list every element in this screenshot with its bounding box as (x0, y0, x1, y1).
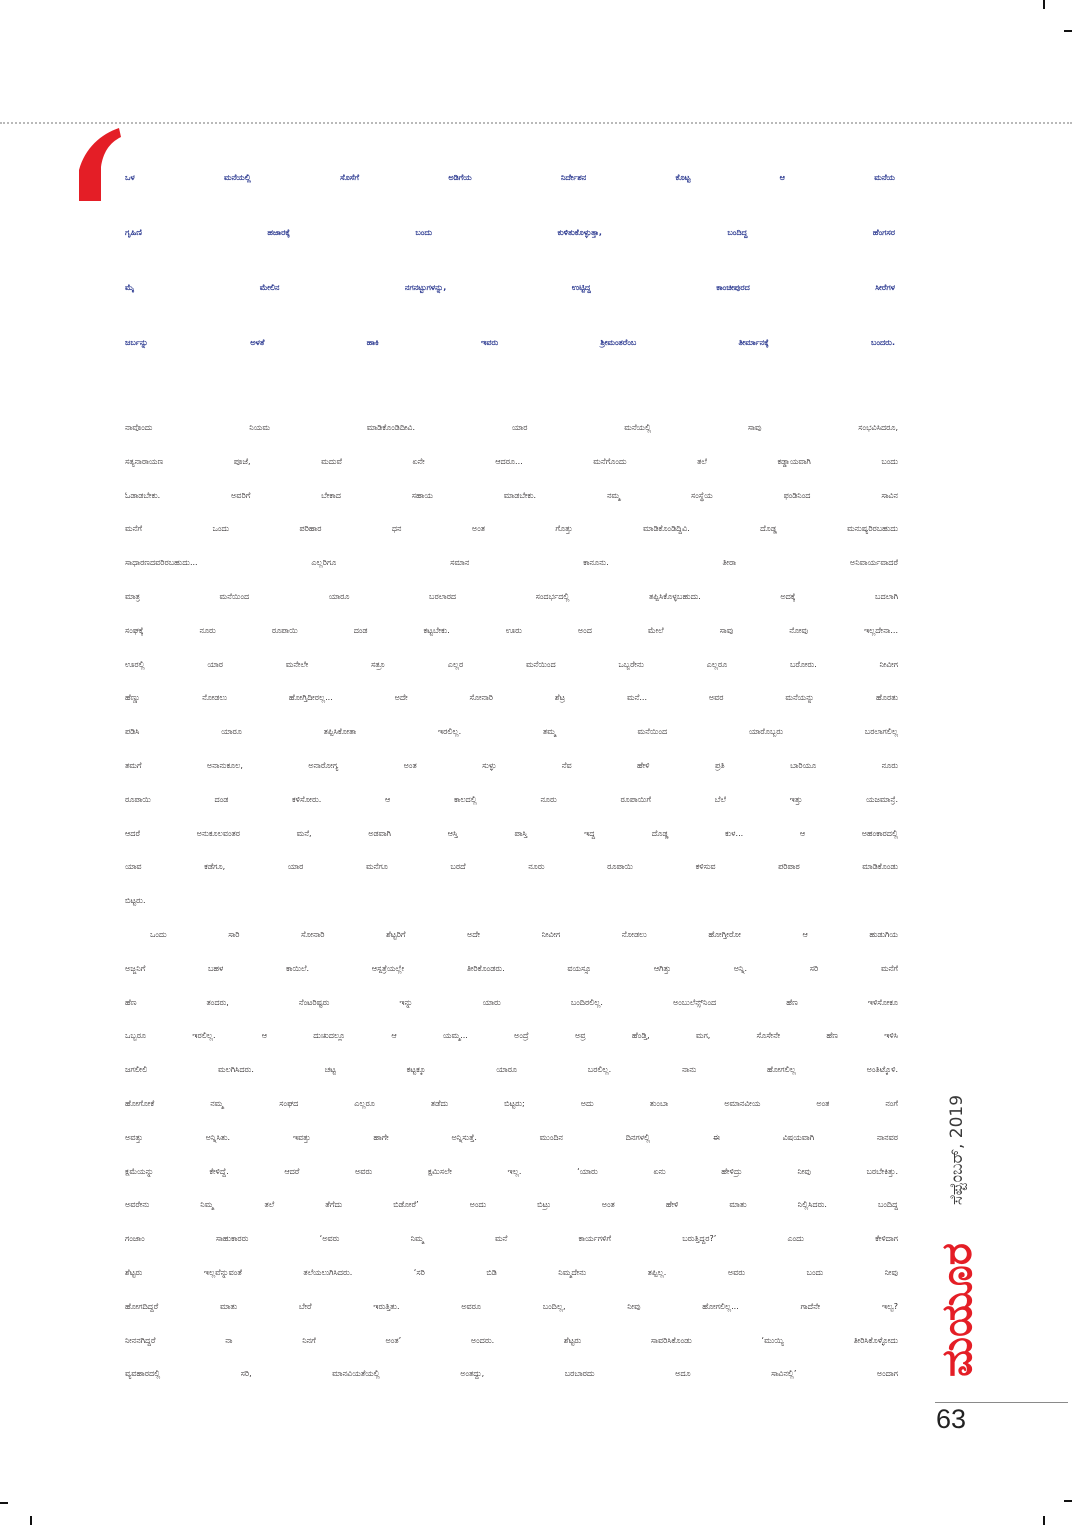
crop-mark (1043, 0, 1045, 9)
body-line: ಬಿಟ್ಟರು. (125, 896, 146, 906)
crop-mark (1043, 1516, 1045, 1525)
body-line: ಹೆಣ ತಂದರು, ನೆಂಟರಿಷ್ಟರು ಇನ್ನು ಯಾರು ಬಂದಿರಲಿಲ್ಲ. ಅಂಬುಲೆನ್ಸ್‌ನಿಂದ ಹೆಣ ಇಳಿಸೋಕೂ (125, 997, 898, 1007)
quote-mark-icon (76, 126, 122, 204)
body-line: ಕ್ಷಮೆಯನ್ನು ಕೇಳಿದ್ದೆ. ಆದರೆ ಅವರು ಕ್ಷಮಿಸಲೇ ಇಲ್ಲ. ‘ಯಾರು ಏನು ಹೇಳಿದ್ರು ನೀವು ಬರಬೇಕಿತ್ತು. (125, 1166, 898, 1176)
body-line: ಆದರೆ ಅನುಕೂಲವಂತರ ಮನೆ, ಅಡವಾಗಿ ಆಸ್ತಿ ಪಾಸ್ತಿ ಇದ್ದ ದೊಡ್ಡ ಕುಳ... ಆ ಅಹಂಕಾರದಲ್ಲಿ (125, 828, 898, 838)
body-line: ವ್ಯವಹಾರದಲ್ಲಿ ಸರಿ, ಮಾನವಿಯತೆಯಲ್ಲಿ ಅಂತದ್ದು, ಬರಬಾರದು ಅದೂ ಸಾವಿನಲ್ಲಿ’ ಅಂದಾಗ (125, 1369, 898, 1379)
magazine-name: ಮಯೂರ (932, 1243, 981, 1377)
body-line: ಅವತ್ತು ಅನ್ನಿಸಿತು. ಇವತ್ತು ಹಾಗೇ ಅನ್ನಿಸುತ್ತೆ. ಮುಂದಿನ ದಿನಗಳಲ್ಲಿ ಈ ವಿಷಯವಾಗಿ ನಾನವರ (125, 1132, 898, 1142)
footer-rule (935, 1402, 1068, 1403)
dotted-rule (0, 122, 1072, 124)
crop-mark (0, 1502, 8, 1504)
pull-quote-line: ಜರ್ಬನ್ನು ಅಳತೆ ಹಾಕಿ ಇವರು ಶ್ರೀಮಂತರೆಂಬ ತೀರ್ಮಾನಕ್ಕೆ ಬಂದರು. (125, 338, 895, 347)
body-line: ಮಾತ್ರ ಮನೆಯಿಂದ ಯಾರೂ ಬರಲಾರದ ಸಂದರ್ಭದಲ್ಲಿ ತಪ್ಪಿಸಿಕೊಳ್ಳಬಹುದು. ಅದಕ್ಕೆ ಬದಲಾಗಿ (125, 591, 898, 601)
body-line: ಊರಲ್ಲಿ ಯಾರ ಮನೇಲೇ ಸತ್ರೂ ಎಲ್ಲರ ಮನೆಯಿಂದ ಒಬ್ಬರೇನು ಎಲ್ಲರೂ ಬರೋರು. ನೀವೀಗ (125, 659, 898, 669)
body-paragraph (125, 918, 898, 1391)
page-number: 63 (936, 1404, 967, 1434)
body-line: ಪಡಿಸಿ ಯಾರೂ ತಪ್ಪಿಸಿಕೋತಾ ಇರಲಿಲ್ಲ. ತಮ್ಮ ಮನೆಯಿಂದ ಯಾರೊಬ್ಬರು ಬರಲಾಗಲಿಲ್ಲ (125, 727, 898, 737)
body-line: ಒಬ್ಬರೂ ಇರಲಿಲ್ಲ. ಆ ದುಃಖದಲ್ಲೂ ಆ ಯಮ್ಮ... ಅಂದ್ರೆ ಅವ್ರ ಹೆಂಡ್ತಿ, ಮಗ, ಸೊಸೇನೇ ಹೆಣ ಇಳಿಸಿ (125, 1031, 898, 1041)
body-line: ಮನೆಗೆ ಒಂದು ಪರಿಹಾರ ಧನ ಅಂತ ಗೊತ್ತು ಮಾಡಿಕೊಂಡಿದ್ದಿವಿ. ದೊಡ್ಡ ಮನುಷ್ಯರಿರಬಹುದು (125, 524, 898, 534)
article-body (125, 411, 898, 1391)
crop-mark (30, 1516, 32, 1525)
body-line: ರೂಪಾಯಿ ದಂಡ ಕಳಿಸೋರು. ಆ ಕಾಲದಲ್ಲಿ ನೂರು ರೂಪಾಯಿಗೆ ಬೆಲೆ ಇತ್ತು ಯಜಮಾನ್ರೆ. (125, 794, 898, 804)
body-line: ತಮಗೆ ಅನಾನುಕೂಲ, ಅನಾರೋಗ್ಯ ಅಂತ ಸುಳ್ಳು ನೆವ ಹೇಳಿ ಪ್ರತಿ ಬಾರಿಯೂ ನೂರು (125, 760, 898, 770)
body-line: ಗಂಜಾಂ ಸಾಹುಕಾರರು ‘ಅವರು ನಿಮ್ಮ ಮನೆ ಕಾರ್ಯಗಳಿಗೆ ಬರುತ್ತಿದ್ದರ?’ ಎಂದು ಕೇಳಿದಾಗ (125, 1234, 898, 1244)
pull-quote-line: ಒಳ ಮನೆಯಲ್ಲಿ ಸೊಸೆಗೆ ಅಡಿಗೆಯ ನಿರ್ದೇಶನ ಕೊಟ್ಟ ಆ ಮನೆಯ (125, 173, 895, 182)
issue-date: ಸೆಪ್ಟೆಂಬರ್, 2019 (947, 1094, 967, 1206)
body-line: ಸಂಘಕ್ಕೆ ನೂರು ರೂಪಾಯಿ ದಂಡ ಕಟ್ಟಬೇಕು. ಊರು ಅಂದ ಮೇಲೆ ಸಾವು ನೋವು ಇಲ್ಲದೇನಾ... (125, 625, 898, 635)
body-line: ಜಗಲೀಲಿ ಮಲಗಿಸಿದರು. ಚಟ್ಟ ಕಟ್ಟಕ್ಕೂ ಯಾರೂ ಬರಲಿಲ್ಲ. ನಾನು ಹೋಗಲಿಲ್ಲ ಅಂತಿಟ್ಕೊಳಿ. (125, 1065, 898, 1075)
body-line: ಹೆಣ್ಣು ನೋಡಲು ಹೋಗ್ತಿದೀರಲ್ಲ... ಅದೇ ಸೋನಾರಿ ಶೆಟ್ರ ಮನೆ... ಅವರ ಮನೆಯನ್ನು ಹೊರತು (125, 693, 898, 703)
body-line: ಅಜ್ಜನಿಗೆ ಬಹಳ ಕಾಯಿಲೆ. ಆಸ್ಪತ್ರೆಯಲ್ಲೇ ತೀರಿಕೊಂಡರು. ವಯಸ್ಸೂ ಆಗಿತ್ತು ಅನ್ನಿ. ಸರಿ ಮನೆಗೆ (125, 963, 898, 973)
crop-mark (1064, 30, 1072, 32)
body-paragraph (125, 411, 898, 918)
crop-mark (1064, 1500, 1072, 1502)
pull-quote-line: ಮೈ ಮೇಲಿನ ನಗನಟ್ಟುಗಳನ್ನು, ಉಟ್ಟಿದ್ದ ಕಾಂಚೀಪುರದ ಸೀರೆಗಳ (125, 283, 895, 292)
body-line: ಅವರೇನು ನಿಮ್ಮ ತಲೆ ತೆಗೆದು ಬಿಡೋರೆ’ ಅಂದು ಬಿಟ್ರು ಅಂತ ಹೇಳಿ ಮಾತು ನಿಲ್ಲಿಸಿದರು. ಬಂದಿದ್ದ (125, 1200, 898, 1210)
body-line: ಯಾವ ಕಡೆಗೂ, ಯಾರ ಮನೆಗೂ ಬರದೆ ನೂರು ರೂಪಾಯಿ ಕಳಿಸುವ ಪರಿಪಾಠ ಮಾಡಿಕೊಂಡು (125, 862, 898, 872)
body-line: ಸತ್ಯನಾರಾಯಣ ಪೂಜೆ, ಮದುವೆ ಏನೇ ಆದರೂ... ಮನೆಗೊಂದು ತಲೆ ಕಡ್ಡಾಯವಾಗಿ ಬಂದು (125, 456, 898, 466)
pull-quote (125, 150, 895, 370)
body-line: ನೀನನಗಿದ್ದರೆ ನಾ ನಿನಗೆ ಅಂತ’ ಅಂದರು. ಶೆಟ್ಟರು ಸಾವರಿಸಿಕೊಂಡು ‘ಮುಯ್ಯಿ ತೀರಿಸಿಕೊಳ್ಳೋದು (125, 1335, 898, 1345)
body-line: ಒಂದು ಸಾರಿ ಸೋನಾರಿ ಶೆಟ್ಟರಿಗೆ ಅದೇ ನೀವೀಗ ನೋಡಲು ಹೋಗ್ತೀರೋ ಆ ಹುಡುಗಿಯ (150, 929, 898, 939)
body-line: ಶೆಟ್ಟರು ಇಲ್ಲವೆನ್ನುವಂತೆ ತಲೆಯಲುಗಿಸಿದರು. ‘ಸರಿ ಬಿಡಿ ನಿಮ್ಮದೇನು ತಪ್ಪಿಲ್ಲ. ಅವರು ಬಂದು ನೀವು (125, 1267, 898, 1277)
body-line: ಓಡಾಡಬೇಕು. ಅವರಿಗೆ ಬೇಕಾದ ಸಹಾಯ ಮಾಡಬೇಕು. ನಮ್ಮ ಸಂಸ್ಥೆಯ ಫಂಡಿನಿಂದ ಸಾವಿನ (125, 490, 898, 500)
body-line: ಸಾಧಾರಣದವರಿರಬಹುದು... ಎಲ್ಲರಿಗೂ ಸಮಾನ ಕಾನೂನು. ತೀರಾ ಅನಿವಾರ್ಯವಾದರೆ (125, 558, 898, 568)
body-line: ಹೋಗದಿದ್ದರೆ ಮಾತು ಬೇರೆ ಇರುತ್ತಿತು. ಅವರೂ ಬಂದಿಲ್ಲ, ನೀವು ಹೋಗಲಿಲ್ಲ... ಗಾದೆನೇ ಇಲ್ವ? (125, 1301, 898, 1311)
pull-quote-line: ಗೃಹಿಣಿ ಹಜಾರಕ್ಕೆ ಬಂದು ಕುಳಿತುಕೊಳ್ಳುತ್ತಾ, ಬಂದಿದ್ದ ಹೆಂಗಸರ (125, 228, 895, 237)
body-line: ನಾವೊಂದು ನಿಯಮ ಮಾಡಿಕೊಂಡಿದೀವಿ. ಯಾರ ಮನೆಯಲ್ಲಿ ಸಾವು ಸಂಭವಿಸಿದರೂ, (125, 423, 898, 432)
body-line: ಹೋಗೋಕೆ ನಮ್ಮ ಸಂಘದ ಎಲ್ಲರೂ ತಡೆದು ಬಿಟ್ಟರು; ಅದು ತುಂಬಾ ಅಮಾನವೀಯ ಅಂತ ನಂಗೆ (125, 1098, 898, 1108)
